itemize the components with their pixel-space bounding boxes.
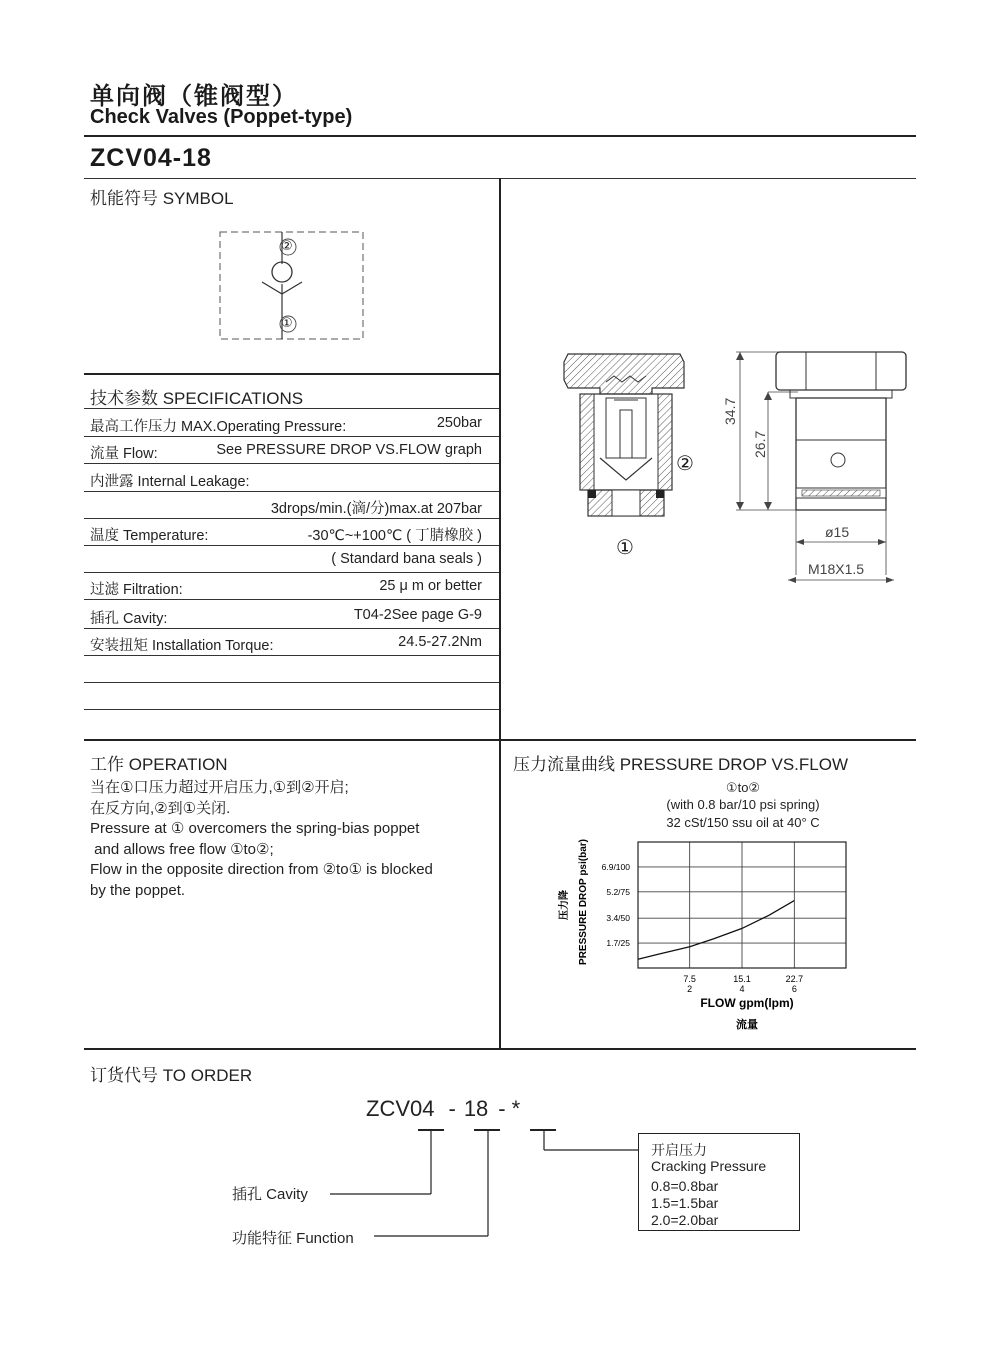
cracking-option: 1.5=1.5bar [651,1195,719,1211]
chart-caption-1: ①to② [725,780,761,795]
chart-ylabel-cn: 压力降 [559,890,570,920]
chart-caption-2: (with 0.8 bar/10 psi spring) [666,797,820,812]
chart-xtick-label-lpm: 6 [791,984,797,994]
specs-top-rule [84,373,499,375]
spec-rule [84,545,499,546]
chart-series-line [638,901,794,960]
operation-line: 当在①口压力超过开启压力,①到②开启; [90,779,349,796]
spec-rule [84,436,499,437]
spec-label: 过滤 Filtration: [90,582,183,598]
spec-label: 内泄露 Internal Leakage: [90,474,250,490]
chart-caption-3: 32 cSt/150 ssu oil at 40° C [666,815,820,830]
spec-label: 插孔 Cavity: [90,611,168,627]
spec-rule [84,572,499,573]
spec-value: T04-2See page G-9 [353,607,482,623]
spec-rule [84,408,499,409]
order-cavity-label: 插孔 Cavity [232,1186,308,1203]
dim-body: 26.7 [752,430,768,458]
spec-rule [84,599,499,600]
spec-value: -30℃~+100℃ ( 丁腈橡胶 ) [307,528,482,544]
chart-xtick-label: 15.1 [733,974,751,984]
spec-value: ( Standard bana seals ) [331,551,482,567]
spec-rule [84,682,499,683]
chart-xlabel-cn: 流量 [736,1019,758,1031]
spec-label: 最高工作压力 MAX.Operating Pressure: [90,419,347,435]
chart-xlabel: FLOW gpm(lpm) [700,996,794,1010]
operation-line: Flow in the opposite direction from ②to① is blocked [90,861,433,878]
column-divider [499,178,501,1048]
drawing-port-2: ② [676,453,694,475]
order-code-sep: - [448,1096,456,1121]
symbol-port-2: ② [281,238,293,253]
title-cn: 单向阀（锥阀型） [90,83,298,110]
middle-rule [84,739,916,741]
dim-overall: 34.7 [722,397,738,425]
title-rule [84,135,916,137]
order-heading: 订货代号 TO ORDER [90,1066,253,1085]
chart-xtick-label: 7.5 [683,974,696,984]
chart-xtick-label: 22.7 [785,974,804,984]
chart-ytick-label: 1.7/25 [606,938,630,949]
order-code-option: * [511,1096,521,1121]
spec-label: 温度 Temperature: [90,528,209,544]
chart-xtick-label-lpm: 2 [687,984,693,994]
spec-value: 25 μ m or better [379,578,482,594]
pressure-drop-heading: 压力流量曲线 PRESSURE DROP VS.FLOW [513,755,849,774]
cracking-title-en: Cracking Pressure [651,1158,767,1174]
operation-heading: 工作 OPERATION [90,755,228,774]
cracking-option: 0.8=0.8bar [651,1178,719,1194]
symbol-diagram [210,226,380,346]
cracking-pressure-box [638,1133,800,1231]
symbol-port-1: ① [281,315,293,330]
chart-grid [638,842,846,968]
chart-ytick-label: 3.4/50 [606,913,630,924]
model-number: ZCV04-18 [90,144,212,172]
spec-label: 流量 Flow: [90,446,158,462]
dim-diameter: ø15 [825,524,850,540]
dim-thread: M18X1.5 [808,561,865,577]
spec-rule [84,491,499,492]
chart-ytick-label: 6.9/100 [601,861,630,872]
order-code-sep: - [498,1096,506,1121]
cracking-option: 2.0=2.0bar [651,1212,719,1228]
spec-value: See PRESSURE DROP VS.FLOW graph [216,442,482,458]
spec-rule [84,628,499,629]
spec-rule [84,709,499,710]
chart-ylabel: PRESSURE DROP psi(bar) [578,839,589,965]
spec-value: 250bar [436,415,482,431]
spec-rule [84,463,499,464]
chart-xtick-label-lpm: 4 [739,984,745,994]
operation-line: Pressure at ① overcomers the spring-bias poppet [90,820,420,837]
spec-value: 24.5-27.2Nm [398,634,482,650]
spec-value: 3drops/min.(滴/分)max.at 207bar [270,501,482,517]
title-en: Check Valves (Poppet-type) [90,106,353,128]
specs-heading: 技术参数 SPECIFICATIONS [90,389,304,408]
spec-rule [84,655,499,656]
operation-line: by the poppet. [90,881,186,899]
valve-drawing [540,340,920,590]
order-code-series: ZCV04 [366,1096,435,1121]
operation-text [90,778,433,901]
bottom-rule [84,1048,916,1050]
operation-line: and allows free flow ①to②; [90,840,274,858]
operation-line: 在反方向,②到①关闭. [90,799,231,817]
cracking-title-cn: 开启压力 [651,1142,707,1158]
order-code-size: 18 [463,1096,489,1121]
order-code [366,1096,520,1122]
spec-rule [84,518,499,519]
order-connectors [320,1120,650,1250]
symbol-heading: 机能符号 SYMBOL [90,189,234,208]
drawing-port-1: ① [616,537,634,559]
spec-label: 安装扭矩 Installation Torque: [90,638,274,654]
chart-ytick-label: 5.2/75 [606,886,630,897]
order-function-label: 功能特征 Function [232,1230,354,1247]
pressure-drop-chart [550,830,880,1040]
